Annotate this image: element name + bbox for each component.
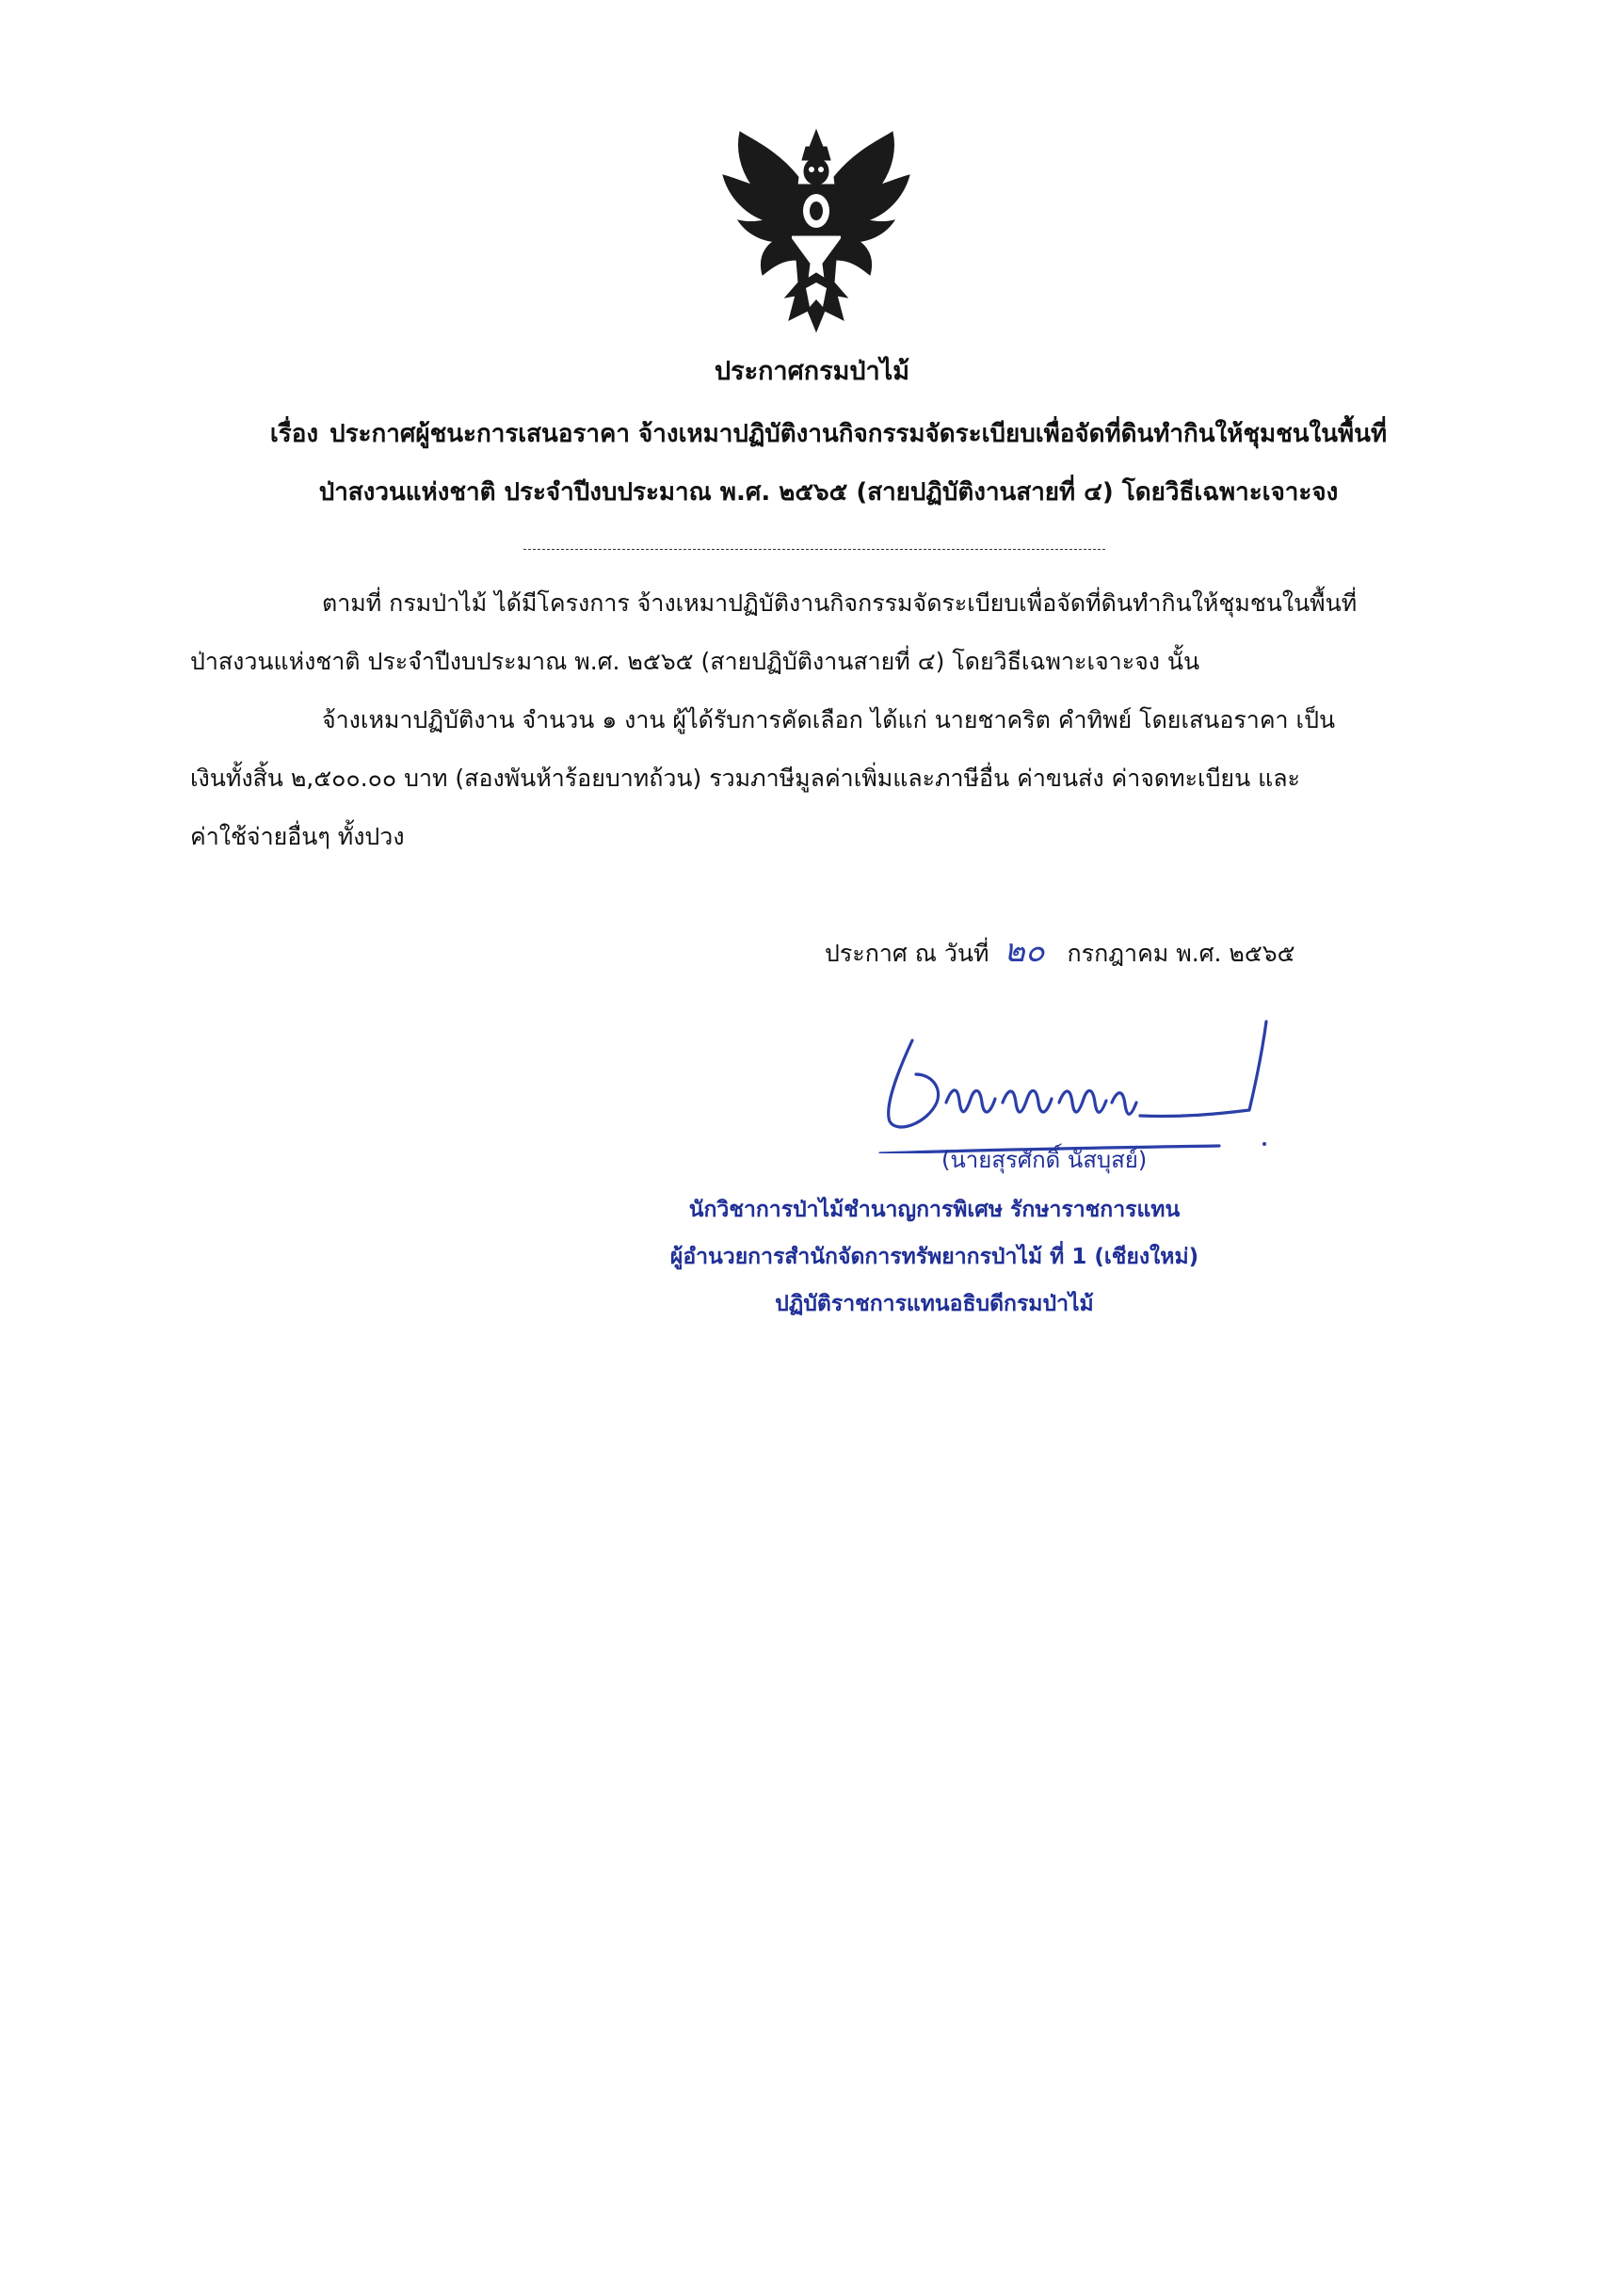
paragraph-2-line-1: จ้างเหมาปฏิบัติงาน จำนวน ๑ งาน ผู้ได้รับการคัดเลือก ได้แก่ นายชาคริต คำทิพย์ โดยเสนอราคา เป็น — [322, 706, 1336, 733]
signatory-block — [0, 1186, 1624, 1328]
subject-block — [188, 405, 1469, 522]
signatory-name: (นายสุรศักดิ์ นัสบุสย์) — [941, 1147, 1148, 1173]
document-title: ประกาศกรมป่าไม้ — [714, 357, 910, 386]
document-body — [190, 574, 1471, 866]
announcement-date — [825, 925, 1295, 975]
date-day-handwritten: ๒๐ — [1004, 932, 1045, 970]
subject-text-1: ประกาศผู้ชนะการเสนอราคา จ้างเหมาปฏิบัติงานกิจกรรมจัดระเบียบเพื่อจัดที่ดินทำกินให้ชุมชนในพื้นที่ — [330, 420, 1388, 448]
subject-line-2: ป่าสงวนแห่งชาติ ประจำปีงบประมาณ พ.ศ. ๒๕๖๕ (สายปฏิบัติงานสายที่ ๔) โดยวิธีเฉพาะเจาะจง — [318, 478, 1339, 507]
subject-line-1 — [188, 405, 1469, 463]
garuda-emblem-icon — [712, 122, 921, 337]
signatory-position-1: นักวิชาการป่าไม้ชำนาญการพิเศษ รักษาราชการแทน — [688, 1198, 1181, 1222]
handwritten-signature — [871, 1012, 1276, 1153]
date-suffix: กรกฎาคม พ.ศ. ๒๕๖๕ — [1067, 940, 1295, 967]
paragraph-1-line-2: ป่าสงวนแห่งชาติ ประจำปีงบประมาณ พ.ศ. ๒๕๖๕ (สายปฏิบัติงานสายที่ ๔) โดยวิธีเฉพาะเจาะจง นั้น — [190, 648, 1200, 675]
paragraph-2-line-3: ค่าใช้จ่ายอื่นๆ ทั้งปวง — [190, 823, 405, 850]
signatory-position-2: ผู้อำนวยการสำนักจัดการทรัพยากรป่าไม้ ที่ 1 (เชียงใหม่) — [669, 1245, 1199, 1269]
signatory-position-3: ปฏิบัติราชการแทนอธิบดีกรมป่าไม้ — [775, 1292, 1094, 1316]
divider — [523, 549, 1105, 550]
paragraph-2-line-2: เงินทั้งสิ้น ๒,๕๐๐.๐๐ บาท (สองพันห้าร้อยบาทถ้วน) รวมภาษีมูลค่าเพิ่มและภาษีอื่น ค่าขนส่ง ค่าจดทะเบียน และ — [190, 765, 1300, 792]
paragraph-1-line-1: ตามที่ กรมป่าไม้ ได้มีโครงการ จ้างเหมาปฏิบัติงานกิจกรรมจัดระเบียบเพื่อจัดที่ดินทำกินให้ชุมชนในพื้นที่ — [322, 589, 1358, 617]
date-prefix: ประกาศ ณ วันที่ — [825, 940, 989, 967]
subject-label: เรื่อง — [269, 420, 319, 448]
